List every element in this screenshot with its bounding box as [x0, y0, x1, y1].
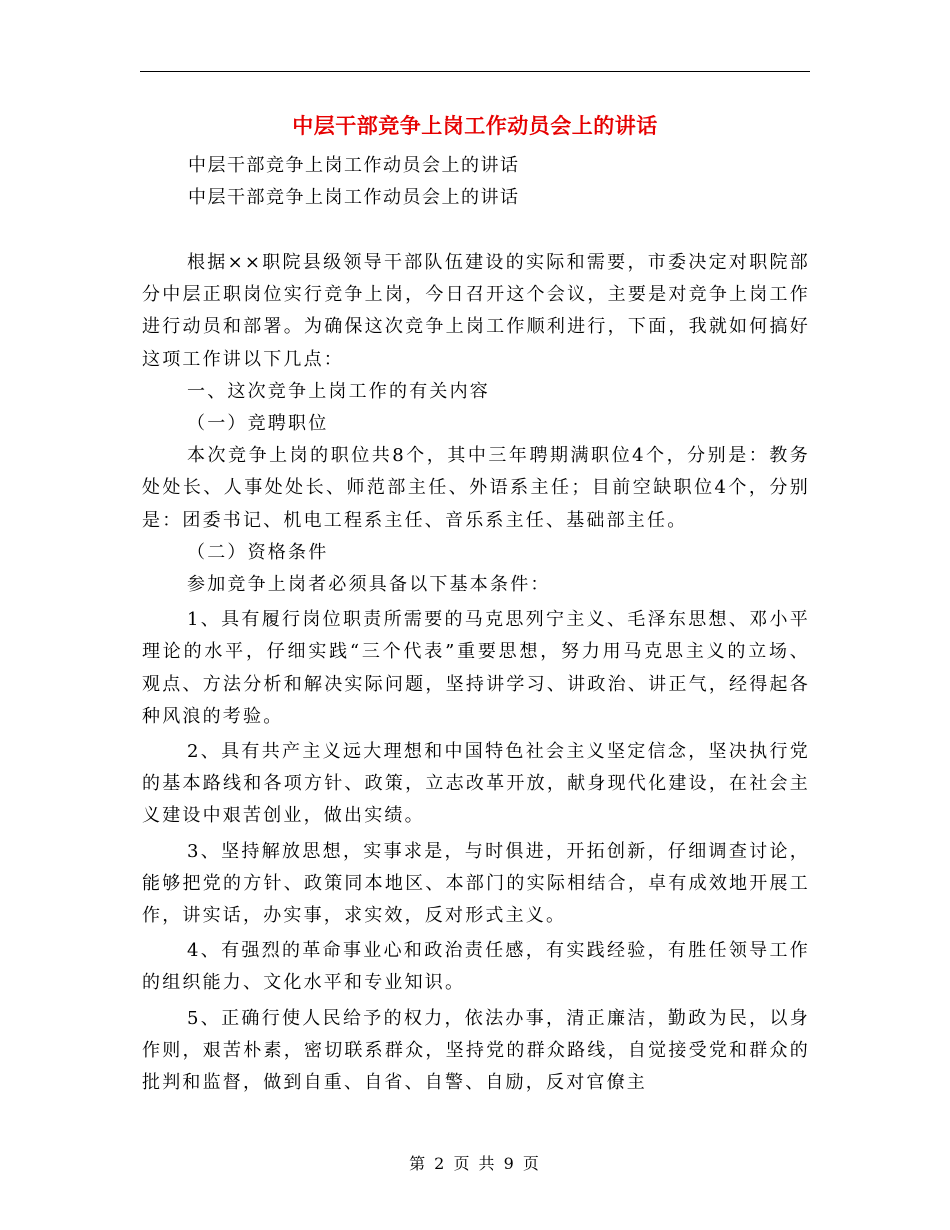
paragraph-condition-2: 2、具有共产主义远大理想和中国特色社会主义坚定信念，坚决执行党的基本路线和各项方针、政策，立志改革开放，献身现代化建设，在社会主义建设中艰苦创业，做出实绩。: [142, 741, 810, 827]
paragraph-conditions-intro: 参加竞争上岗者必须具备以下基本条件：: [187, 574, 551, 596]
paragraph-intro: 根据××职院县级领导干部队伍建设的实际和需要，市委决定对职院部分中层正职岗位实行竞争上岗，今日召开这个会议，主要是对竞争上岗工作进行动员和部署。为确保这次竞争上岗工作顺利进行，下面，我就如何搞好这项工作讲以下几点：: [142, 252, 810, 370]
header-rule: [140, 71, 810, 72]
subsection-heading-positions: （一）竞聘职位: [187, 413, 329, 435]
section-heading-1: 一、这次竞争上岗工作的有关内容: [187, 380, 490, 402]
subsection-heading-qualifications: （二）资格条件: [187, 541, 329, 563]
paragraph-condition-5: 5、正确行使人民给予的权力，依法办事，清正廉洁，勤政为民，以身作则，艰苦朴素，密切联系群众，坚持党的群众路线，自觉接受党和群众的批判和监督，做到自重、自省、自警、自励，反对官僚主: [142, 1007, 810, 1094]
paragraph-condition-1: 1、具有履行岗位职责所需要的马克思列宁主义、毛泽东思想、邓小平理论的水平，仔细实践“三个代表”重要思想，努力用马克思主义的立场、观点、方法分析和解决实际问题，坚持讲学习、讲政治、讲正气，经得起各种风浪的考验。: [142, 609, 810, 727]
document-body: [142, 247, 810, 1099]
document-subtitle-2: 中层干部竞争上岗工作动员会上的讲话: [188, 187, 520, 208]
paragraph-condition-4: 4、有强烈的革命事业心和政治责任感，有实践经验，有胜任领导工作的组织能力、文化水平和专业知识。: [142, 940, 810, 994]
paragraph-condition-3: 3、坚持解放思想，实事求是，与时俱进，开拓创新，仔细调查讨论，能够把党的方针、政策同本地区、本部门的实际相结合，卓有成效地开展工作，讲实话，办实事，求实效，反对形式主义。: [142, 840, 810, 927]
paragraph-positions: 本次竞争上岗的职位共8个，其中三年聘期满职位4个，分别是：教务处处长、人事处处长、师范部主任、外语系主任；目前空缺职位4个，分别是：团委书记、机电工程系主任、音乐系主任、基础部主任。: [142, 445, 810, 531]
document-subtitle-1: 中层干部竞争上岗工作动员会上的讲话: [188, 155, 520, 176]
document-title: 中层干部竞争上岗工作动员会上的讲话: [292, 113, 658, 138]
page-footer: 第 2 页 共 9 页: [409, 1154, 541, 1173]
